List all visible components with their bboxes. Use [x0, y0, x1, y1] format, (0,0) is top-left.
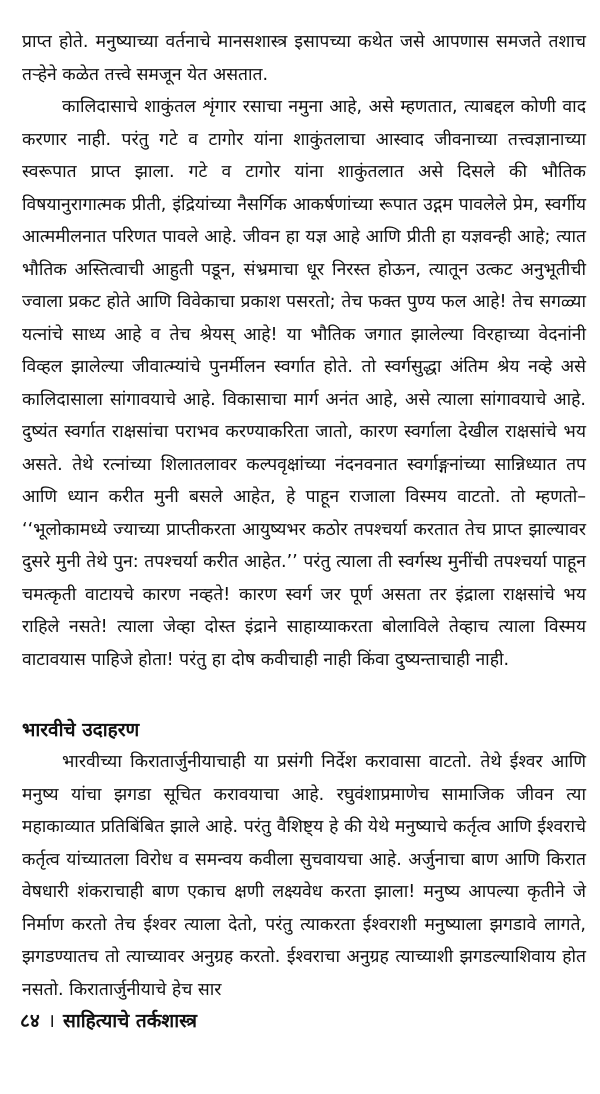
paragraph-kalidasa: कालिदासाचे शाकुंतल शृंगार रसाचा नमुना आहे, असे म्हणतात, त्याबद्दल कोणी वाद करणार नाही. परंतु गटे व टागोर यांना शाकुंतलाचा आस्वाद जीवनाच्या तत्त्वज्ञानाच्या स्वरूपात प्राप्त झाला. गटे व टागोर यांना शाकुंतलात असे दिसले की भौतिक विषयानुरागात्मक प्रीती, इंद्रियांच्या नैसर्गिक आकर्षणांच्या रूपात उद्गम पावलेले प्रेम, स्वर्गीय आत्ममीलनात परिणत पावले आहे. जीवन हा यज्ञ आहे आणि प्रीती हा यज्ञवन्ही आहे; त्यात भौतिक अस्तित्वाची आहुती पडून, संभ्रमाचा धूर निरस्त होऊन, त्यातून उत्कट अनुभूतीची ज्वाला प्रकट होते आणि विवेकाचा प्रकाश पसरतो; तेच फक्त पुण्य फल आहे! तेच सगळ्या यत्नांचे साध्य आहे व तेच श्रेयस् आहे! या भौतिक जगात झालेल्या विरहाच्या वेदनांनी विव्हल झालेल्या जीवात्म्यांचे पुनर्मीलन स्वर्गात होते. तो स्वर्गसुद्धा अंतिम श्रेय नव्हे असे कालिदासाला सांगावयाचे आहे. विकासाचा मार्ग अनंत आहे, असे त्याला सांगावयाचे आहे. दुष्यंत स्वर्गात राक्षसांचा पराभव करण्याकरिता जातो, कारण स्वर्गाला देखील राक्षसांचे भय असते. तेथे रत्नांच्या शिलातलावर कल्पवृक्षांच्या नंदनवनात स्वर्गाङ्गनांच्या सान्निध्यात तप आणि ध्यान करीत मुनी बसले आहेत, हे पाहून राजाला विस्मय वाटतो. तो म्हणतो– ‘‘भूलोकामध्ये ज्याच्या प्राप्तीकरता आयुष्यभर कठोर तपश्चर्या करतात तेच प्राप्त झाल्यावर दुसरे मुनी तेथे पुन: तपश्चर्या करीत आहेत.’’ परंतु त्याला ती स्वर्गस्थ मुनींची तपश्चर्या पाहून चमत्कृती वाटायचे कारण नव्हते! कारण स्वर्ग जर पूर्ण असता तर इंद्राला राक्षसांचे भय राहिले नसते! त्याला जेव्हा दोस्त इंद्राने साहाय्याकरता बोलाविले तेव्हाच त्याला विस्मय वाटावयास पाहिजे होता! परंतु हा दोष कवीचाही नाही किंवा दुष्यन्ताचाही नाही.	[22, 97, 586, 670]
section-heading: भारवीचे उदाहरण	[22, 719, 140, 741]
book-title: साहित्याचे तर्कशास्त्र	[62, 1010, 198, 1032]
page-number: ८४	[20, 1010, 40, 1032]
page-body	[22, 26, 586, 1006]
paragraph-opening: प्राप्त होते. मनुष्याच्या वर्तनाचे मानसशास्त्र इसापच्या कथेत जसे आपणास समजते तशाच तऱ्हेने कळेत तत्त्वे समजून येत असतात.	[22, 32, 586, 85]
page-footer	[20, 1006, 197, 1036]
paragraph-bharavi: भारवीच्या किरातार्जुनीयाचाही या प्रसंगी निर्देश करावासा वाटतो. तेथे ईश्वर आणि मनुष्य यांचा झगडा सूचित करावयाचा आहे. रघुवंशाप्रमाणेच सामाजिक जीवन त्या महाकाव्यात प्रतिबिंबित झाले आहे. परंतु वैशिष्ट्य हे की येथे मनुष्याचे कर्तृत्व आणि ईश्वराचे कर्तृत्व यांच्यातला विरोध व समन्वय कवीला सुचवायचा आहे. अर्जुनाचा बाण आणि किरात वेषधारी शंकराचाही बाण एकाच क्षणी लक्ष्यवेध करता झाला! मनुष्य आपल्या कृतीने जे निर्माण करतो तेच ईश्वर त्याला देतो, परंतु त्याकरता ईश्वराशी मनुष्याला झगडावे लागते, झगडण्यातच तो त्याच्यावर अनुग्रह करतो. ईश्वराचा अनुग्रह त्याच्याशी झगडल्याशिवाय होत नसतो. किरातार्जुनीयाचे हेच सार	[22, 752, 586, 1000]
footer-separator: ।	[47, 1010, 55, 1032]
